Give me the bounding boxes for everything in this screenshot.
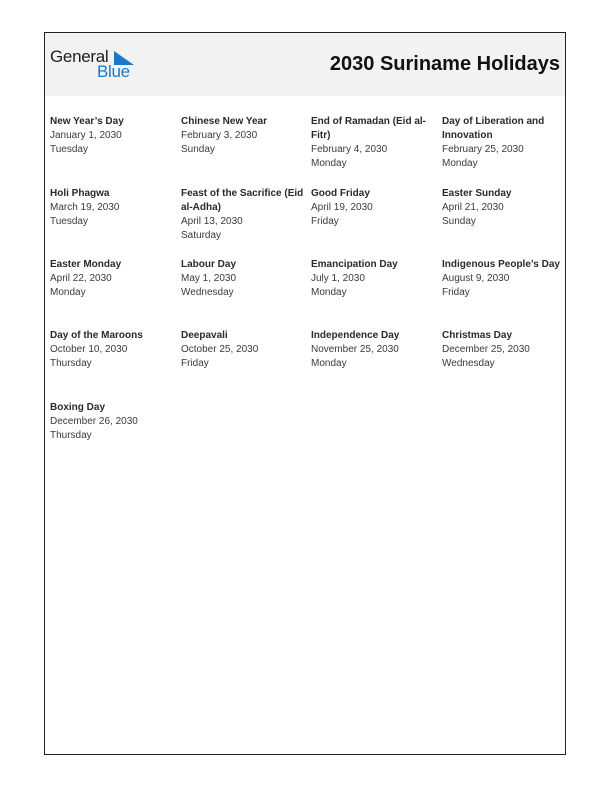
holiday-date: August 9, 2030 bbox=[442, 273, 510, 284]
holiday-item bbox=[181, 258, 305, 300]
holiday-item bbox=[311, 187, 435, 229]
holiday-name: Easter Sunday bbox=[442, 188, 512, 199]
logo-text-general: General bbox=[50, 47, 109, 66]
holiday-name: Christmas Day bbox=[442, 330, 513, 341]
holiday-date: February 4, 2030 bbox=[311, 144, 388, 155]
holiday-name: Holi Phagwa bbox=[50, 188, 110, 199]
holiday-name: Boxing Day bbox=[50, 402, 106, 413]
holiday-weekday: Tuesday bbox=[50, 216, 88, 227]
holiday-item bbox=[442, 329, 566, 371]
holiday-item bbox=[311, 258, 435, 300]
holiday-name: Easter Monday bbox=[50, 259, 122, 270]
holiday-date: April 21, 2030 bbox=[442, 202, 504, 213]
holiday-date: December 26, 2030 bbox=[50, 416, 138, 427]
holiday-date: December 25, 2030 bbox=[442, 344, 530, 355]
holiday-name: End of Ramadan (Eid al-Fitr) bbox=[311, 116, 427, 141]
holiday-date: April 19, 2030 bbox=[311, 202, 373, 213]
holiday-date: November 25, 2030 bbox=[311, 344, 399, 355]
holiday-weekday: Wednesday bbox=[181, 287, 234, 298]
holiday-weekday: Tuesday bbox=[50, 144, 88, 155]
holiday-item bbox=[50, 258, 174, 300]
holiday-item bbox=[442, 115, 566, 171]
holiday-name: Day of the Maroons bbox=[50, 330, 143, 341]
holiday-weekday: Monday bbox=[50, 287, 86, 298]
holiday-weekday: Monday bbox=[311, 158, 347, 169]
holiday-name: Chinese New Year bbox=[181, 116, 267, 127]
holiday-weekday: Wednesday bbox=[442, 358, 495, 369]
holiday-weekday: Friday bbox=[311, 216, 339, 227]
holiday-name: Deepavali bbox=[181, 330, 228, 341]
holiday-date: October 10, 2030 bbox=[50, 344, 128, 355]
holiday-date: April 22, 2030 bbox=[50, 273, 112, 284]
holiday-name: Day of Liberation and Innovation bbox=[442, 116, 545, 141]
holiday-weekday: Sunday bbox=[442, 216, 476, 227]
holiday-date: July 1, 2030 bbox=[311, 273, 365, 284]
holiday-date: March 19, 2030 bbox=[50, 202, 120, 213]
holiday-date: May 1, 2030 bbox=[181, 273, 237, 284]
holiday-date: February 25, 2030 bbox=[442, 144, 524, 155]
holiday-weekday: Friday bbox=[181, 358, 209, 369]
holiday-name: New Year’s Day bbox=[50, 116, 124, 127]
holiday-name: Emancipation Day bbox=[311, 259, 398, 270]
holiday-name: Good Friday bbox=[311, 188, 370, 199]
page-title: 2030 Suriname Holidays bbox=[329, 53, 560, 75]
generalblue-logo[interactable] bbox=[50, 47, 140, 87]
holiday-item bbox=[181, 187, 305, 243]
holiday-weekday: Sunday bbox=[181, 144, 215, 155]
holiday-date: February 3, 2030 bbox=[181, 130, 258, 141]
holiday-date: April 13, 2030 bbox=[181, 216, 243, 227]
page-header bbox=[45, 33, 565, 96]
holiday-name: Independence Day bbox=[311, 330, 400, 341]
holiday-item bbox=[50, 329, 174, 371]
holiday-name: Labour Day bbox=[181, 259, 237, 270]
holiday-date: January 1, 2030 bbox=[50, 130, 122, 141]
holiday-date: October 25, 2030 bbox=[181, 344, 259, 355]
holiday-item bbox=[442, 187, 566, 229]
calendar-page bbox=[44, 32, 566, 755]
holiday-item bbox=[50, 401, 174, 443]
holiday-weekday: Thursday bbox=[50, 358, 92, 369]
holiday-name: Indigenous People’s Day bbox=[442, 259, 560, 270]
holiday-item bbox=[311, 115, 435, 171]
holiday-item bbox=[50, 187, 174, 229]
holiday-weekday: Saturday bbox=[181, 230, 222, 241]
logo-text-blue: Blue bbox=[97, 62, 130, 81]
holiday-name: Feast of the Sacrifice (Eid al-Adha) bbox=[181, 188, 304, 213]
holiday-item bbox=[181, 329, 305, 371]
holiday-item bbox=[442, 258, 568, 300]
holiday-item bbox=[50, 115, 174, 157]
holiday-item bbox=[311, 329, 435, 371]
holiday-item bbox=[181, 115, 305, 157]
holiday-weekday: Monday bbox=[311, 358, 347, 369]
holiday-weekday: Monday bbox=[311, 287, 347, 298]
holiday-weekday: Thursday bbox=[50, 430, 92, 441]
holiday-weekday: Monday bbox=[442, 158, 478, 169]
holiday-weekday: Friday bbox=[442, 287, 470, 298]
